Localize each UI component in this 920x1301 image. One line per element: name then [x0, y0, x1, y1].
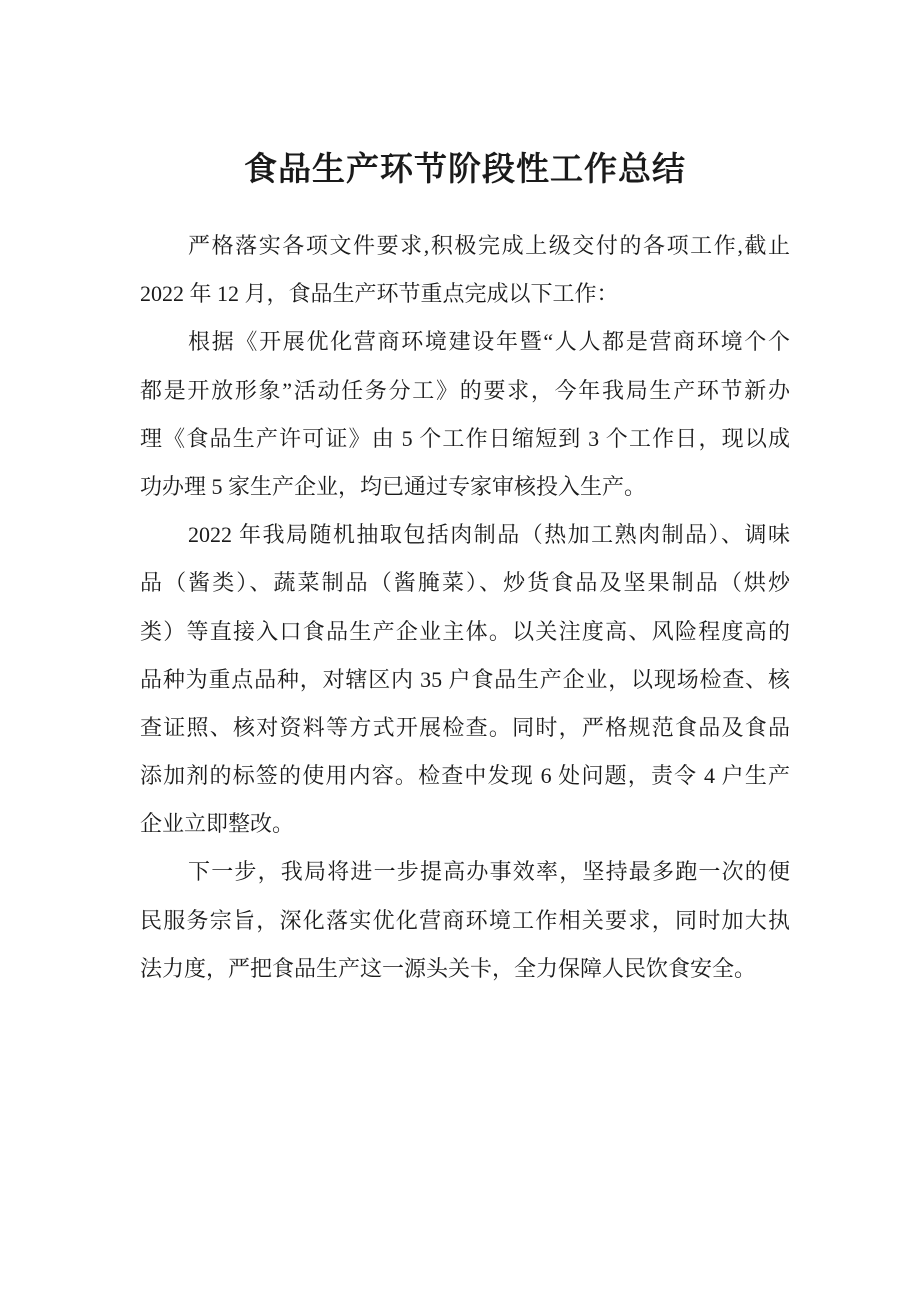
paragraph-line: 理《食品生产许可证》由 5 个工作日缩短到 3 个工作日，现以成	[140, 425, 790, 451]
paragraph-line: 2022 年我局随机抽取包括肉制品（热加工熟肉制品）、调味	[188, 522, 790, 548]
paragraph-line: 查证照、核对资料等方式开展检查。同时，严格规范食品及食品	[140, 714, 790, 740]
paragraph-line: 根据《开展优化营商环境建设年暨“人人都是营商环境个个	[188, 329, 790, 355]
paragraph-line: 民服务宗旨，深化落实优化营商环境工作相关要求，同时加大执	[140, 907, 790, 933]
paragraph-1	[140, 222, 790, 318]
paragraph-line: 功办理 5 家生产企业，均已通过专家审核投入生产。	[140, 473, 647, 499]
document-body	[140, 222, 790, 993]
paragraph-line: 严格落实各项文件要求,积极完成上级交付的各项工作,截止	[188, 233, 790, 258]
paragraph-line: 品种为重点品种，对辖区内 35 户食品生产企业，以现场检查、核	[140, 666, 790, 692]
paragraph-line: 都是开放形象”活动任务分工》的要求，今年我局生产环节新办	[140, 377, 790, 403]
paragraph-3	[140, 511, 790, 848]
document-title: 食品生产环节阶段性工作总结	[244, 152, 686, 188]
paragraph-line: 2022 年 12 月，食品生产环节重点完成以下工作：	[140, 281, 619, 307]
paragraph-4	[140, 848, 790, 993]
paragraph-line: 品（酱类）、蔬菜制品（酱腌菜）、炒货食品及坚果制品（烘炒	[140, 570, 790, 596]
paragraph-line: 法力度，严把食品生产这一源头关卡，全力保障人民饮食安全。	[140, 955, 757, 981]
paragraph-line: 类）等直接入口食品生产企业主体。以关注度高、风险程度高的	[140, 618, 790, 644]
paragraph-line: 企业立即整改。	[140, 811, 295, 837]
paragraph-2	[140, 318, 790, 511]
paragraph-line: 添加剂的标签的使用内容。检查中发现 6 处问题，责令 4 户生产	[140, 763, 790, 789]
paragraph-line: 下一步，我局将进一步提高办事效率，坚持最多跑一次的便	[188, 859, 790, 885]
